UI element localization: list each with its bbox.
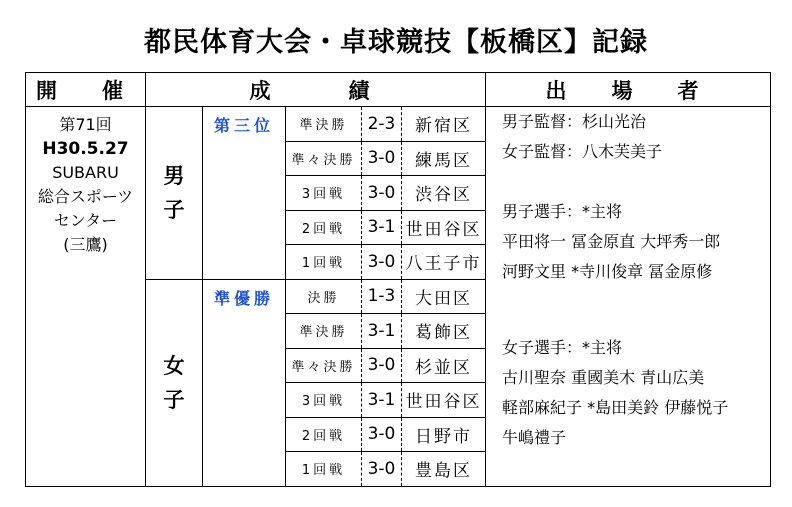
venue-line: センター	[53, 211, 118, 230]
women-coach: 女子監督：八木芙美子	[502, 142, 663, 161]
event-date: H30.5.27	[42, 139, 129, 159]
venue-line: (三鷹)	[63, 235, 108, 254]
match-score: 3-0	[362, 141, 402, 176]
results-table	[25, 72, 771, 487]
match-round: 2回戦	[286, 210, 362, 245]
players-cell	[486, 107, 771, 487]
match-opponent: 新宿区	[402, 107, 486, 142]
match-score: 3-0	[362, 452, 402, 487]
match-opponent: 杉並区	[402, 348, 486, 383]
match-opponent: 大田区	[402, 279, 486, 314]
men-players-line: 河野文里 *寺川俊章 冨金原修	[502, 262, 713, 281]
match-score: 3-0	[362, 245, 402, 280]
edition: 第71回	[59, 115, 112, 134]
match-round: 準決勝	[286, 107, 362, 142]
women-players-heading: 女子選手：*主将	[502, 338, 623, 357]
match-round: 2回戦	[286, 417, 362, 452]
match-round: 3回戦	[286, 383, 362, 418]
venue-line: 総合スポーツ	[37, 187, 134, 206]
match-score: 3-1	[362, 383, 402, 418]
match-score: 3-0	[362, 417, 402, 452]
match-round: 1回戦	[286, 245, 362, 280]
header-host: 開 催	[26, 73, 146, 107]
match-opponent: 豊島区	[402, 452, 486, 487]
header-players: 出 場 者	[486, 73, 771, 107]
match-score: 3-1	[362, 314, 402, 349]
match-opponent: 世田谷区	[402, 383, 486, 418]
men-players-line: 平田将一 冨金原直 大坪秀一郎	[502, 232, 721, 251]
match-score: 3-0	[362, 176, 402, 211]
match-score: 2-3	[362, 107, 402, 142]
venue-line: SUBARU	[52, 163, 119, 182]
match-round: 準々決勝	[286, 348, 362, 383]
match-opponent: 練馬区	[402, 141, 486, 176]
match-round: 準々決勝	[286, 141, 362, 176]
women-players-line: 古川聖奈 重國美木 青山広美	[502, 368, 705, 387]
match-round: 1回戦	[286, 452, 362, 487]
header-results: 成 績	[146, 73, 486, 107]
match-opponent: 渋谷区	[402, 176, 486, 211]
match-opponent: 日野市	[402, 417, 486, 452]
women-label: 女子	[146, 279, 203, 486]
men-label: 男子	[146, 107, 203, 280]
match-score: 1-3	[362, 279, 402, 314]
women-players-line: 軽部麻紀子 *島田美鈴 伊藤悦子	[502, 398, 729, 417]
women-players-line: 牛嶋禮子	[502, 428, 567, 447]
men-coach: 男子監督：杉山光治	[502, 112, 647, 131]
page-title: 都民体育大会・卓球競技【板橋区】記録	[144, 27, 648, 58]
match-round: 3回戦	[286, 176, 362, 211]
match-opponent: 葛飾区	[402, 314, 486, 349]
venue-cell	[26, 107, 146, 487]
match-opponent: 世田谷区	[402, 210, 486, 245]
women-place: 準優勝	[203, 279, 286, 486]
match-score: 3-1	[362, 210, 402, 245]
match-round: 準決勝	[286, 314, 362, 349]
men-players-heading: 男子選手：*主将	[502, 202, 623, 221]
match-opponent: 八王子市	[402, 245, 486, 280]
match-score: 3-0	[362, 348, 402, 383]
men-place: 第三位	[203, 107, 286, 280]
match-round: 決勝	[286, 279, 362, 314]
